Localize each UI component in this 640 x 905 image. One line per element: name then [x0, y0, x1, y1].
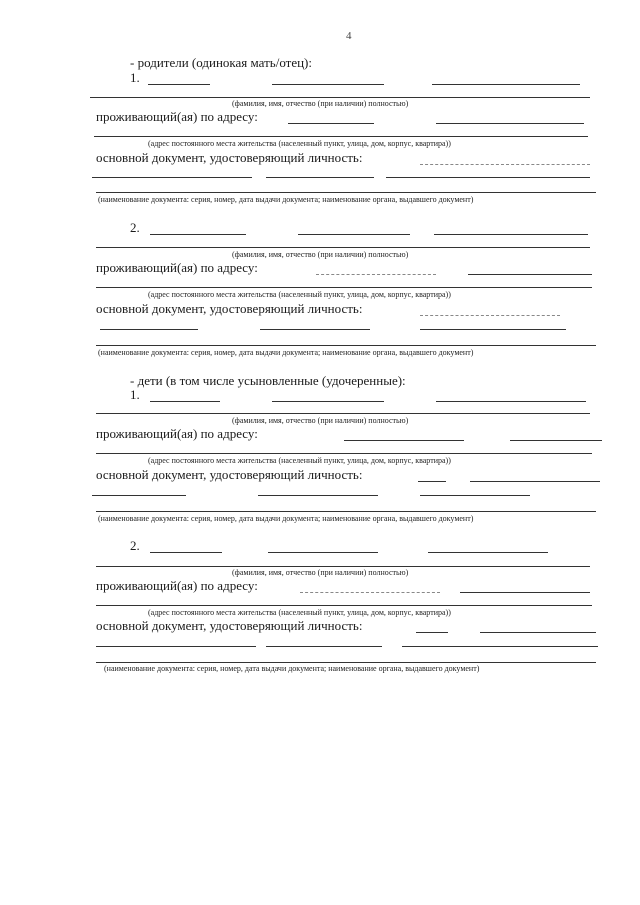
parent-2-doc-field-a[interactable]	[420, 315, 560, 316]
child-1-number: 1.	[130, 387, 140, 402]
child-2-address-field-b[interactable]	[460, 592, 590, 593]
child-2-fio-field-a[interactable]	[150, 552, 222, 553]
child-1-address-field-b[interactable]	[510, 440, 602, 441]
child-1-fio-caption: (фамилия, имя, отчество (при наличии) полностью)	[232, 416, 409, 425]
parent-2-doc-field-d[interactable]	[420, 329, 566, 330]
child-1-fio-line[interactable]	[96, 413, 590, 414]
parent-2-doc-caption: (наименование документа: серия, номер, дата выдачи документа; наименование органа, выдавшего документ)	[98, 348, 474, 357]
parent-1-doc-field-a[interactable]	[420, 164, 590, 165]
parent-1-doc-caption: (наименование документа: серия, номер, дата выдачи документа; наименование органа, выдавшего документ)	[98, 195, 474, 204]
parent-2-doc-line[interactable]	[96, 345, 596, 346]
child-2-doc-field-c[interactable]	[96, 646, 256, 647]
child-2-number: 2.	[130, 538, 140, 553]
parent-2-fio-line[interactable]	[96, 247, 590, 248]
parents-heading: - родители (одинокая мать/отец):	[130, 55, 312, 70]
parent-1-doc-label: основной документ, удостоверяющий личность:	[96, 150, 363, 165]
child-1-doc-field-a[interactable]	[418, 481, 446, 482]
child-1-fio-field-a[interactable]	[150, 401, 220, 402]
child-2-fio-field-c[interactable]	[428, 552, 548, 553]
child-2-doc-field-a[interactable]	[416, 632, 448, 633]
parent-1-doc-field-b[interactable]	[92, 177, 252, 178]
child-2-fio-field-b[interactable]	[268, 552, 378, 553]
child-1-address-label: проживающий(ая) по адресу:	[96, 426, 258, 441]
parent-1-fio-field-b[interactable]	[272, 84, 384, 85]
child-1-address-field-a[interactable]	[344, 440, 464, 441]
parent-2-fio-field-c[interactable]	[434, 234, 588, 235]
children-heading: - дети (в том числе усыновленные (удочеренные):	[130, 373, 406, 388]
child-2-address-line[interactable]	[96, 605, 592, 606]
parent-2-doc-field-c[interactable]	[260, 329, 370, 330]
child-1-doc-line[interactable]	[96, 511, 596, 512]
parent-2-fio-field-b[interactable]	[298, 234, 410, 235]
parent-1-doc-field-d[interactable]	[386, 177, 590, 178]
child-2-doc-label: основной документ, удостоверяющий личность:	[96, 618, 363, 633]
parent-1-number: 1.	[130, 70, 140, 85]
parent-1-fio-line[interactable]	[90, 97, 590, 98]
child-2-doc-caption: (наименование документа: серия, номер, дата выдачи документа; наименование органа, выдавшего документ)	[104, 664, 480, 673]
parent-1-fio-field-a[interactable]	[148, 84, 210, 85]
child-1-fio-field-b[interactable]	[272, 401, 384, 402]
parent-2-fio-field-a[interactable]	[150, 234, 246, 235]
child-2-doc-field-d[interactable]	[266, 646, 382, 647]
parent-1-address-field-a[interactable]	[288, 123, 374, 124]
parent-2-address-caption: (адрес постоянного места жительства (населенный пункт, улица, дом, корпус, квартира))	[148, 290, 451, 299]
parent-1-address-line[interactable]	[94, 136, 588, 137]
child-2-fio-caption: (фамилия, имя, отчество (при наличии) полностью)	[232, 568, 409, 577]
child-1-fio-field-c[interactable]	[436, 401, 586, 402]
parent-2-address-field-a[interactable]	[316, 274, 436, 275]
child-1-doc-field-c[interactable]	[92, 495, 186, 496]
parent-2-address-label: проживающий(ая) по адресу:	[96, 260, 258, 275]
child-2-doc-line[interactable]	[96, 662, 596, 663]
parent-2-address-line[interactable]	[96, 287, 592, 288]
child-1-doc-field-e[interactable]	[420, 495, 530, 496]
parent-2-address-field-b[interactable]	[468, 274, 592, 275]
parent-1-doc-field-c[interactable]	[266, 177, 374, 178]
parent-2-doc-label: основной документ, удостоверяющий личность:	[96, 301, 363, 316]
parent-1-fio-caption: (фамилия, имя, отчество (при наличии) полностью)	[232, 99, 409, 108]
page-number: 4	[346, 30, 352, 42]
child-2-doc-field-b[interactable]	[480, 632, 596, 633]
parent-2-number: 2.	[130, 220, 140, 235]
parent-1-doc-line[interactable]	[96, 192, 596, 193]
child-2-address-label: проживающий(ая) по адресу:	[96, 578, 258, 593]
parent-2-fio-caption: (фамилия, имя, отчество (при наличии) полностью)	[232, 250, 409, 259]
parent-2-doc-field-b[interactable]	[100, 329, 198, 330]
child-1-doc-label: основной документ, удостоверяющий личность:	[96, 467, 363, 482]
child-2-address-field-a[interactable]	[300, 592, 440, 593]
child-1-address-caption: (адрес постоянного места жительства (населенный пункт, улица, дом, корпус, квартира))	[148, 456, 451, 465]
parent-1-address-label: проживающий(ая) по адресу:	[96, 109, 258, 124]
child-1-doc-field-b[interactable]	[470, 481, 600, 482]
parent-1-address-field-b[interactable]	[436, 123, 584, 124]
parent-1-address-caption: (адрес постоянного места жительства (населенный пункт, улица, дом, корпус, квартира))	[148, 139, 451, 148]
parent-1-fio-field-c[interactable]	[432, 84, 580, 85]
child-2-fio-line[interactable]	[96, 566, 590, 567]
child-1-doc-field-d[interactable]	[258, 495, 378, 496]
child-2-doc-field-e[interactable]	[402, 646, 598, 647]
child-1-doc-caption: (наименование документа: серия, номер, дата выдачи документа; наименование органа, выдавшего документ)	[98, 514, 474, 523]
child-2-address-caption: (адрес постоянного места жительства (населенный пункт, улица, дом, корпус, квартира))	[148, 608, 451, 617]
child-1-address-line[interactable]	[96, 453, 592, 454]
